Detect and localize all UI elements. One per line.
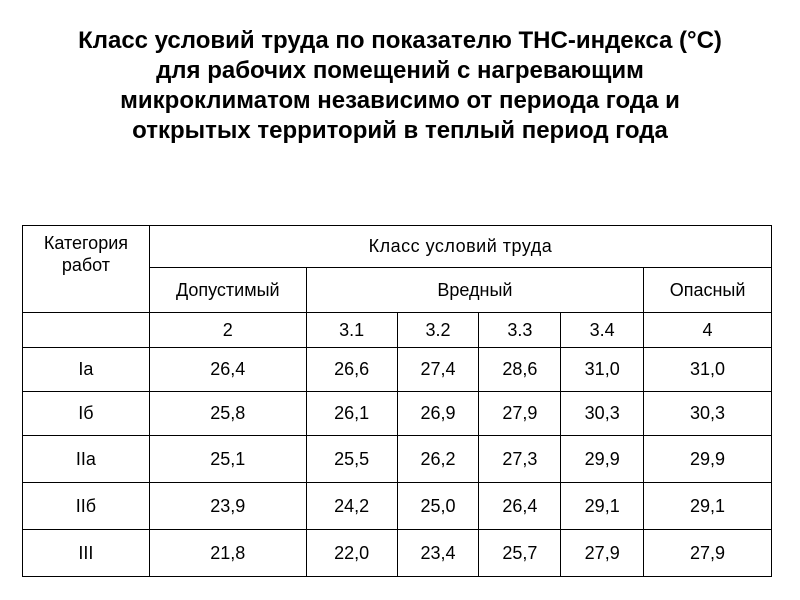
subclass-header: 2 [149, 313, 306, 348]
value-cell: 27,9 [561, 530, 644, 577]
table-row [23, 392, 772, 436]
title-line: Класс условий труда по показателю ТНС-индекса (°С) [78, 27, 722, 54]
table-row [23, 436, 772, 483]
value-cell: 25,8 [149, 392, 306, 436]
value-cell: 25,7 [479, 530, 561, 577]
value-cell: 27,9 [644, 530, 772, 577]
value-cell: 25,0 [397, 483, 479, 530]
value-cell: 22,0 [306, 530, 397, 577]
subclass-header: 3.1 [306, 313, 397, 348]
value-cell: 27,3 [479, 436, 561, 483]
class-header: Класс условий труда [149, 226, 771, 268]
value-cell: 28,6 [479, 348, 561, 392]
value-cell: 26,6 [306, 348, 397, 392]
group-header-permissible: Допустимый [149, 268, 306, 313]
subclass-header: 4 [644, 313, 772, 348]
title-line: открытых территорий в теплый период года [132, 117, 668, 144]
category-header: Категория работ [23, 226, 150, 313]
value-cell: 26,1 [306, 392, 397, 436]
value-cell: 26,2 [397, 436, 479, 483]
value-cell: 29,9 [644, 436, 772, 483]
value-cell: 31,0 [561, 348, 644, 392]
tns-index-table [22, 225, 772, 577]
value-cell: 29,1 [561, 483, 644, 530]
value-cell: 30,3 [561, 392, 644, 436]
value-cell: 25,5 [306, 436, 397, 483]
value-cell: 26,4 [149, 348, 306, 392]
value-cell: 31,0 [644, 348, 772, 392]
category-cell: IIa [23, 436, 150, 483]
table-row [23, 530, 772, 577]
value-cell: 21,8 [149, 530, 306, 577]
table-row [23, 348, 772, 392]
slide-title [40, 26, 760, 146]
category-cell: Iб [23, 392, 150, 436]
empty-cell [23, 313, 150, 348]
value-cell: 26,4 [479, 483, 561, 530]
value-cell: 26,9 [397, 392, 479, 436]
category-cell: Ia [23, 348, 150, 392]
group-header-dangerous: Опасный [644, 268, 772, 313]
value-cell: 27,9 [479, 392, 561, 436]
value-cell: 23,4 [397, 530, 479, 577]
title-line: для рабочих помещений с нагревающим [156, 57, 644, 84]
value-cell: 29,9 [561, 436, 644, 483]
value-cell: 27,4 [397, 348, 479, 392]
value-cell: 25,1 [149, 436, 306, 483]
group-header-harmful: Вредный [306, 268, 643, 313]
value-cell: 29,1 [644, 483, 772, 530]
value-cell: 23,9 [149, 483, 306, 530]
category-cell: IIб [23, 483, 150, 530]
title-line: микроклиматом независимо от периода года и [120, 87, 680, 114]
subclass-header: 3.3 [479, 313, 561, 348]
category-cell: III [23, 530, 150, 577]
value-cell: 30,3 [644, 392, 772, 436]
subclass-header: 3.4 [561, 313, 644, 348]
value-cell: 24,2 [306, 483, 397, 530]
table-row [23, 483, 772, 530]
subclass-header: 3.2 [397, 313, 479, 348]
